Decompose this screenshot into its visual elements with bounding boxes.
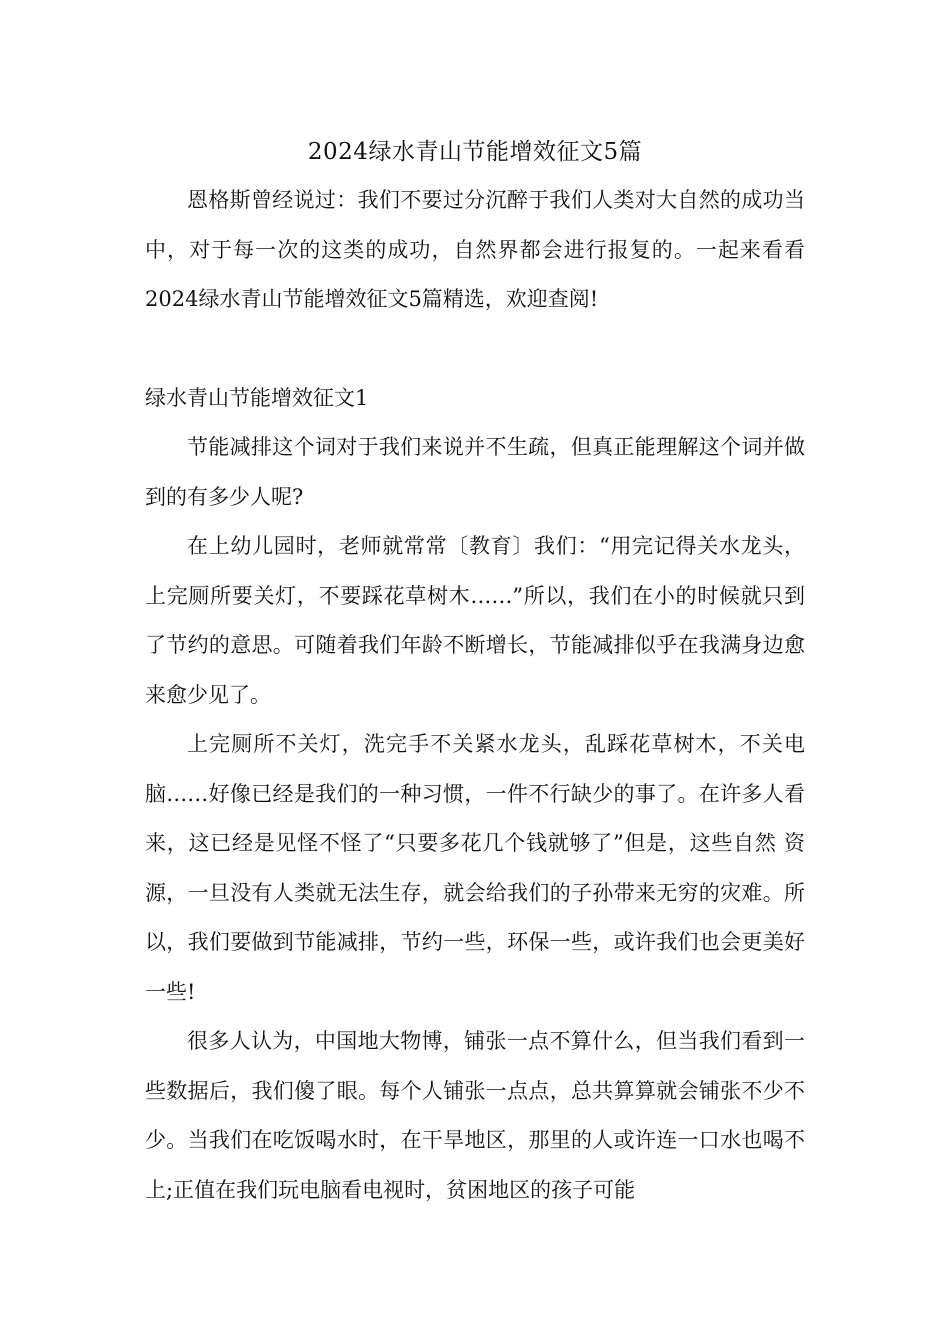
body-paragraph-3: 上完厕所不关灯，洗完手不关紧水龙头，乱踩花草树木，不关电脑……好像已经是我们的一种习惯，一件不行缺少的事了。在许多人看来，这已经是见怪不怪了“只要多花几个钱就够了”但是，这些自然 资源，一旦没有人类就无法生存，就会给我们的子孙带来无穷的灾难。所以，我们要做到节能减排，节约一些，环保一些，或许我们也会更美好一些! xyxy=(145,732,805,1004)
section-spacer xyxy=(145,325,805,374)
body-paragraph-4: 很多人认为，中国地大物博，铺张一点不算什么，但当我们看到一些数据后，我们傻了眼。每个人铺张一点点，总共算算就会铺张不少不少。当我们在吃饭喝水时，在干旱地区，那里的人或许连一口水也喝不上;正值在我们玩电脑看电视时，贫困地区的孩子可能 xyxy=(145,1029,805,1202)
body-paragraph-1: 节能减排这个词对于我们来说并不生疏，但真正能理解这个词并做到的有多少人呢? xyxy=(145,435,805,509)
document-body xyxy=(145,128,805,1215)
intro-paragraph: 恩格斯曾经说过：我们不要过分沉醉于我们人类对大自然的成功当中，对于每一次的这类的成功，自然界都会进行报复的。一起来看看2024绿水青山节能增效征文5篇精选，欢迎查阅! xyxy=(145,188,805,311)
body-paragraph-2: 在上幼儿园时，老师就常常〔教育〕我们：“用完记得关水龙头，上完厕所要关灯，不要踩花草树木……”所以，我们在小的时候就只到了节约的意思。可随着我们年龄不断增长，节能减排似乎在我满身边愈来愈少见了。 xyxy=(145,534,805,707)
document-title: 2024绿水青山节能增效征文5篇 xyxy=(307,139,643,165)
section-heading: 绿水青山节能增效征文1 xyxy=(145,385,369,410)
